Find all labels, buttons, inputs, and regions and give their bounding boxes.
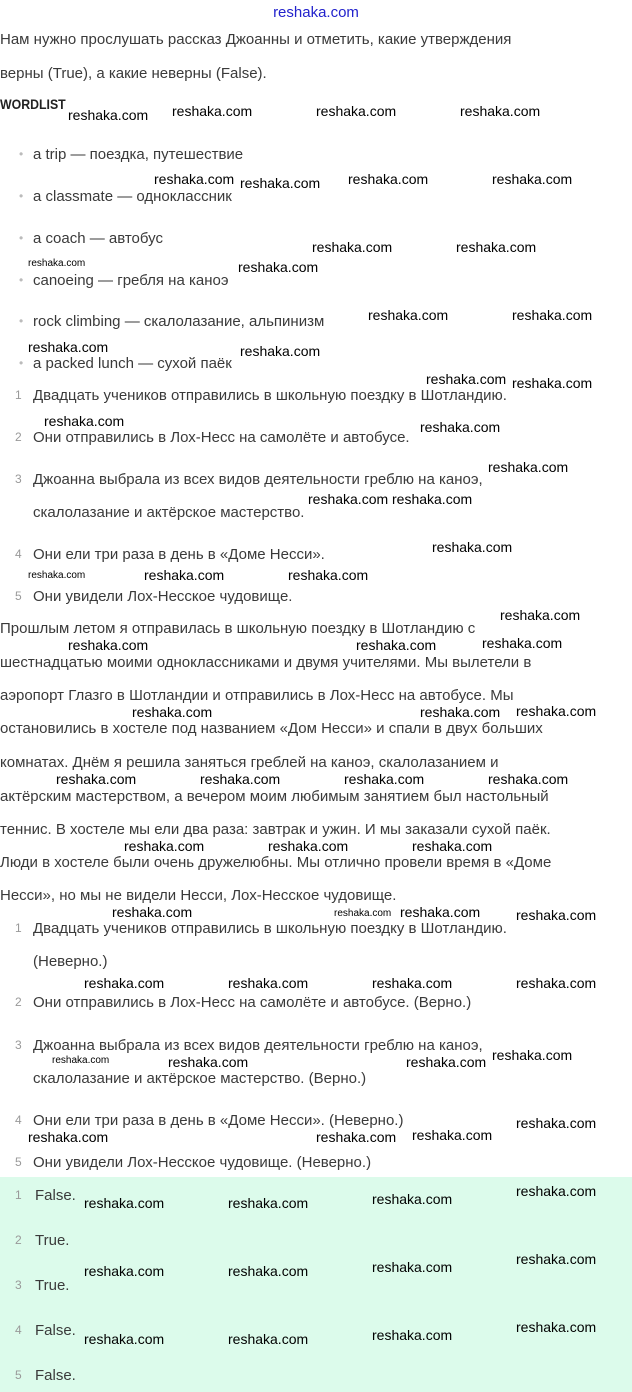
wordlist-item: a trip — поездка, путешествие <box>33 146 244 163</box>
watermark: reshaka.com <box>240 343 321 359</box>
statement-number: 3 <box>15 472 22 486</box>
watermark: reshaka.com <box>512 307 593 323</box>
answer-number: 3 <box>15 1278 22 1292</box>
answer-explained-number: 2 <box>15 995 22 1009</box>
watermark: reshaka.com <box>28 258 86 269</box>
watermark: reshaka.com <box>312 239 393 255</box>
watermark: reshaka.com <box>400 904 481 920</box>
watermark: reshaka.com <box>512 375 593 391</box>
watermark: reshaka.com <box>516 1319 597 1335</box>
wordlist-title: WORDLIST <box>0 96 66 112</box>
header-watermark: reshaka.com <box>273 4 359 21</box>
watermark: reshaka.com <box>84 975 165 991</box>
watermark: reshaka.com <box>112 904 193 920</box>
watermark: reshaka.com <box>392 491 473 507</box>
watermark: reshaka.com <box>228 1263 309 1279</box>
watermark: reshaka.com <box>372 1327 453 1343</box>
story-line: актёрским мастерством, а вечером моим любимым занятием был настольный <box>0 788 549 805</box>
answer-number: 1 <box>15 1188 22 1202</box>
statement-text: Они отправились в Лох-Несс на самолёте и автобусе. <box>33 429 410 446</box>
bullet-icon: • <box>19 147 24 161</box>
statement-text: Они увидели Лох-Несское чудовище. <box>33 588 293 605</box>
watermark: reshaka.com <box>344 771 425 787</box>
answer-explained-number: 5 <box>15 1155 22 1169</box>
statement-number: 2 <box>15 430 22 444</box>
watermark: reshaka.com <box>492 171 573 187</box>
answer-explained-text: Они ели три раза в день в «Доме Несси». (Неверно.) <box>33 1112 404 1129</box>
watermark: reshaka.com <box>516 1183 597 1199</box>
answer-text: True. <box>35 1277 70 1294</box>
watermark: reshaka.com <box>426 371 507 387</box>
watermark: reshaka.com <box>132 704 213 720</box>
watermark: reshaka.com <box>52 1055 110 1066</box>
watermark: reshaka.com <box>228 1331 309 1347</box>
watermark: reshaka.com <box>492 1047 573 1063</box>
answer-explained-text: Они отправились в Лох-Несс на самолёте и автобусе. (Верно.) <box>33 994 472 1011</box>
watermark: reshaka.com <box>28 339 109 355</box>
answer-text: False. <box>35 1322 76 1339</box>
watermark: reshaka.com <box>238 259 319 275</box>
statement-text: Двадцать учеников отправились в школьную поездку в Шотландию. <box>33 387 507 404</box>
watermark: reshaka.com <box>500 607 581 623</box>
statement-text: Они ели три раза в день в «Доме Несси». <box>33 546 325 563</box>
watermark: reshaka.com <box>372 975 453 991</box>
watermark: reshaka.com <box>28 1129 109 1145</box>
statement-number: 4 <box>15 547 22 561</box>
watermark: reshaka.com <box>316 1129 397 1145</box>
statement-text: скалолазание и актёрское мастерство. <box>33 504 305 521</box>
watermark: reshaka.com <box>516 1115 597 1131</box>
answer-explained-text: Они увидели Лох-Несское чудовище. (Неверно.) <box>33 1154 372 1171</box>
watermark: reshaka.com <box>268 838 349 854</box>
story-line: теннис. В хостеле мы ели два раза: завтрак и ужин. И мы заказали сухой паёк. <box>0 821 551 838</box>
wordlist-item: rock climbing — скалолазание, альпинизм <box>33 313 325 330</box>
answer-explained-text: (Неверно.) <box>33 953 108 970</box>
watermark: reshaka.com <box>124 838 205 854</box>
bullet-icon: • <box>19 231 24 245</box>
answer-text: True. <box>35 1232 70 1249</box>
watermark: reshaka.com <box>372 1259 453 1275</box>
watermark: reshaka.com <box>488 771 569 787</box>
wordlist-item: a coach — автобус <box>33 230 163 247</box>
answer-text: False. <box>35 1187 76 1204</box>
watermark: reshaka.com <box>406 1054 487 1070</box>
watermark: reshaka.com <box>516 975 597 991</box>
story-line: комнатах. Днём я решила заняться греблей на каноэ, скалолазанием и <box>0 754 499 771</box>
watermark: reshaka.com <box>172 103 253 119</box>
story-line: Несси», но мы не видели Несси, Лох-Несское чудовище. <box>0 887 397 904</box>
watermark: reshaka.com <box>372 1191 453 1207</box>
watermark: reshaka.com <box>368 307 449 323</box>
watermark: reshaka.com <box>420 419 501 435</box>
bullet-icon: • <box>19 273 24 287</box>
watermark: reshaka.com <box>356 637 437 653</box>
statement-number: 5 <box>15 589 22 603</box>
watermark: reshaka.com <box>334 908 392 919</box>
answer-explained-text: Джоанна выбрала из всех видов деятельности греблю на каноэ, <box>33 1037 483 1054</box>
intro-text: верны (True), а какие неверны (False). <box>0 65 267 82</box>
watermark: reshaka.com <box>200 771 281 787</box>
watermark: reshaka.com <box>68 637 149 653</box>
watermark: reshaka.com <box>308 491 389 507</box>
watermark: reshaka.com <box>516 703 597 719</box>
watermark: reshaka.com <box>84 1263 165 1279</box>
story-line: Люди в хостеле были очень дружелюбны. Мы отлично провели время в «Доме <box>0 854 552 871</box>
watermark: reshaka.com <box>432 539 513 555</box>
answer-explained-number: 1 <box>15 921 22 935</box>
story-line: шестнадцатью моими одноклассниками и двумя учителями. Мы вылетели в <box>0 654 532 671</box>
watermark: reshaka.com <box>488 459 569 475</box>
answer-explained-number: 4 <box>15 1113 22 1127</box>
watermark: reshaka.com <box>228 1195 309 1211</box>
watermark: reshaka.com <box>168 1054 249 1070</box>
watermark: reshaka.com <box>316 103 397 119</box>
watermark: reshaka.com <box>144 567 225 583</box>
watermark: reshaka.com <box>516 1251 597 1267</box>
watermark: reshaka.com <box>228 975 309 991</box>
watermark: reshaka.com <box>482 635 563 651</box>
bullet-icon: • <box>19 189 24 203</box>
watermark: reshaka.com <box>420 704 501 720</box>
watermark: reshaka.com <box>412 838 493 854</box>
watermark: reshaka.com <box>348 171 429 187</box>
watermark: reshaka.com <box>456 239 537 255</box>
statement-text: Джоанна выбрала из всех видов деятельности греблю на каноэ, <box>33 471 483 488</box>
watermark: reshaka.com <box>154 171 235 187</box>
story-line: Прошлым летом я отправилась в школьную поездку в Шотландию с <box>0 620 476 637</box>
watermark: reshaka.com <box>516 907 597 923</box>
wordlist-item: a packed lunch — сухой паёк <box>33 355 232 372</box>
statement-number: 1 <box>15 388 22 402</box>
answer-explained-text: Двадцать учеников отправились в школьную поездку в Шотландию. <box>33 920 507 937</box>
watermark: reshaka.com <box>240 175 321 191</box>
intro-text: Нам нужно прослушать рассказ Джоанны и отметить, какие утверждения <box>0 31 512 48</box>
story-line: остановились в хостеле под названием «Дом Несси» и спали в двух больших <box>0 720 543 737</box>
answer-explained-text: скалолазание и актёрское мастерство. (Верно.) <box>33 1070 367 1087</box>
watermark: reshaka.com <box>44 413 125 429</box>
answer-explained-number: 3 <box>15 1038 22 1052</box>
answer-number: 4 <box>15 1323 22 1337</box>
watermark: reshaka.com <box>84 1195 165 1211</box>
bullet-icon: • <box>19 356 24 370</box>
watermark: reshaka.com <box>56 771 137 787</box>
watermark: reshaka.com <box>460 103 541 119</box>
story-line: аэропорт Глазго в Шотландии и отправились в Лох-Несс на автобусе. Мы <box>0 687 514 704</box>
wordlist-item: canoeing — гребля на каноэ <box>33 272 229 289</box>
answer-number: 5 <box>15 1368 22 1382</box>
watermark: reshaka.com <box>68 107 149 123</box>
watermark: reshaka.com <box>288 567 369 583</box>
watermark: reshaka.com <box>84 1331 165 1347</box>
wordlist-item: a classmate — одноклассник <box>33 188 232 205</box>
answer-text: False. <box>35 1367 76 1384</box>
answer-number: 2 <box>15 1233 22 1247</box>
watermark: reshaka.com <box>28 570 86 581</box>
bullet-icon: • <box>19 314 24 328</box>
watermark: reshaka.com <box>412 1127 493 1143</box>
